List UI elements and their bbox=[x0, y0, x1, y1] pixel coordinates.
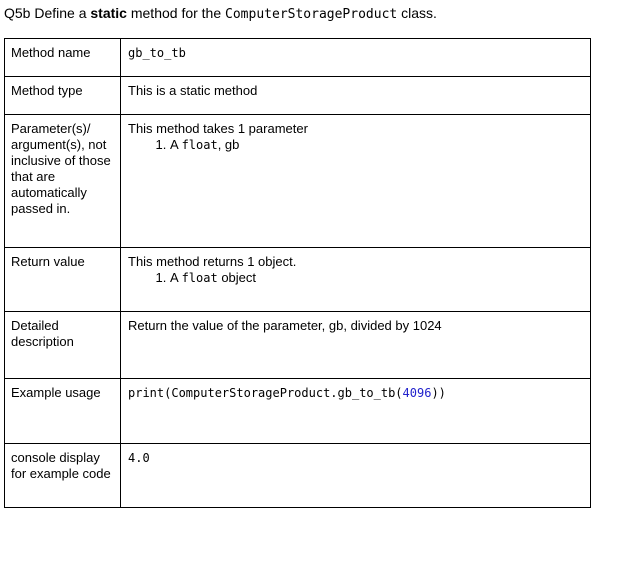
parameters-list bbox=[128, 137, 585, 153]
row-example-usage bbox=[5, 379, 591, 444]
return-item-prefix: A bbox=[170, 270, 182, 285]
return-item-suffix: object bbox=[217, 270, 257, 285]
detailed-description-label: Detailed description bbox=[5, 312, 121, 379]
question-heading bbox=[4, 5, 437, 22]
example-code-after: )) bbox=[431, 386, 446, 400]
method-name-cell bbox=[121, 39, 591, 77]
return-value-cell bbox=[121, 248, 591, 312]
row-method-name bbox=[5, 39, 591, 77]
console-display-label: console display for example code bbox=[5, 444, 121, 508]
method-name-label: Method name bbox=[5, 39, 121, 77]
parameters-cell bbox=[121, 115, 591, 248]
heading-bold-word: static bbox=[90, 5, 127, 21]
return-item-type: float bbox=[181, 271, 218, 285]
parameters-label: Parameter(s)/ argument(s), not inclusive of those that are automatically passed in. bbox=[5, 115, 121, 248]
heading-suffix: class. bbox=[397, 5, 437, 21]
method-type-label: Method type bbox=[5, 77, 121, 115]
method-spec-table bbox=[4, 38, 591, 508]
return-value-label: Return value bbox=[5, 248, 121, 312]
parameter-item bbox=[170, 137, 585, 153]
row-method-type bbox=[5, 77, 591, 115]
row-detailed-description bbox=[5, 312, 591, 379]
return-item bbox=[170, 270, 585, 286]
return-value-list bbox=[128, 270, 585, 286]
example-usage-cell bbox=[121, 379, 591, 444]
row-console-display bbox=[5, 444, 591, 508]
detailed-description-value: Return the value of the parameter, gb, divided by 1024 bbox=[121, 312, 591, 379]
example-code bbox=[128, 386, 446, 400]
example-usage-label: Example usage bbox=[5, 379, 121, 444]
row-parameters bbox=[5, 115, 591, 248]
row-return-value bbox=[5, 248, 591, 312]
parameter-item-prefix: A bbox=[170, 137, 182, 152]
method-type-value: This is a static method bbox=[121, 77, 591, 115]
heading-prefix: Q5b Define a bbox=[4, 5, 91, 21]
return-value-intro: This method returns 1 object. bbox=[128, 254, 297, 269]
example-code-number: 4096 bbox=[402, 386, 432, 400]
method-name-value: gb_to_tb bbox=[128, 46, 186, 60]
parameter-item-suffix: , gb bbox=[217, 137, 240, 152]
console-display-cell bbox=[121, 444, 591, 508]
example-code-before: print(ComputerStorageProduct.gb_to_tb( bbox=[128, 386, 403, 400]
heading-class-name: ComputerStorageProduct bbox=[225, 7, 398, 22]
parameters-intro: This method takes 1 parameter bbox=[128, 121, 308, 136]
console-display-value: 4.0 bbox=[128, 451, 150, 465]
heading-middle: method for the bbox=[126, 5, 226, 21]
parameter-item-type: float bbox=[181, 138, 218, 152]
